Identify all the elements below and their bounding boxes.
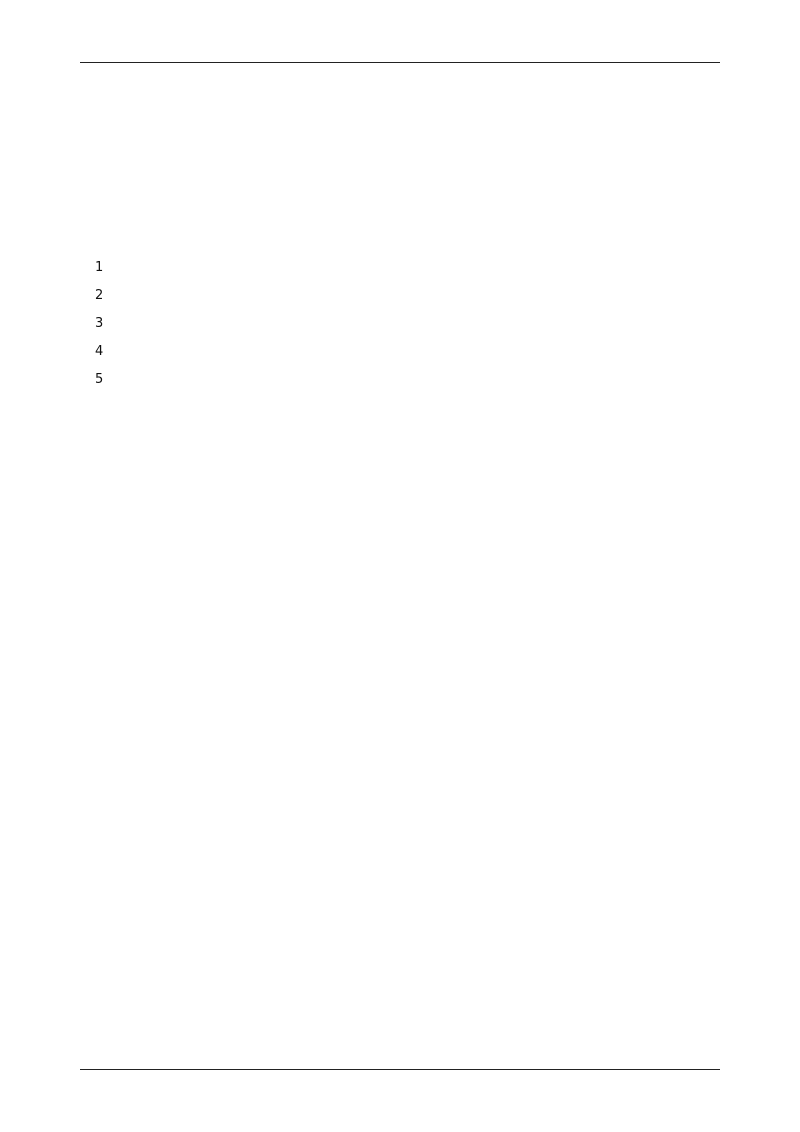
watermark xyxy=(223,361,698,760)
question-1 xyxy=(95,258,705,278)
question-5 xyxy=(95,370,705,390)
question-list xyxy=(95,258,705,398)
question-number: 4 xyxy=(95,344,104,359)
page-header xyxy=(80,30,720,63)
question-number: 2 xyxy=(95,288,104,303)
question-number: 5 xyxy=(95,372,104,387)
question-number: 1 xyxy=(95,260,104,275)
question-3 xyxy=(95,314,705,334)
question-4 xyxy=(95,342,705,362)
page-footer xyxy=(80,1069,720,1100)
question-number: 3 xyxy=(95,316,104,331)
question-2 xyxy=(95,286,705,306)
